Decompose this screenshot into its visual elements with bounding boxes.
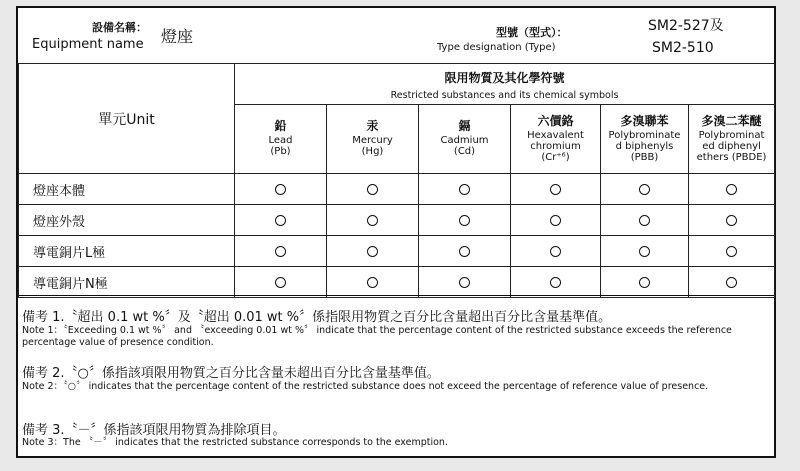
substance-zh: 鎘 [458, 119, 471, 133]
note-2-en: Note 2：〝○〞 indicates that the percentage content of the restricted substance does not exceed the percentage of reference value of presence. [22, 381, 709, 392]
compliant-circle-icon [726, 277, 737, 288]
compliance-cell [327, 205, 419, 236]
substance-en: d biphenyls [615, 140, 674, 152]
type-designation-label-en: Type designation (Type) [437, 42, 556, 53]
substance-zh: 多溴聯苯 [620, 113, 669, 128]
compliance-cell [689, 236, 775, 267]
compliance-cell [419, 267, 511, 298]
type-designation-label-zh: 型號（型式）： [496, 26, 568, 39]
compliance-cell [689, 174, 775, 205]
compliance-cell [511, 267, 601, 298]
compliant-circle-icon [367, 215, 378, 226]
compliant-circle-icon [726, 184, 737, 195]
compliant-circle-icon [639, 277, 650, 288]
part-name: 燈座本體 [19, 174, 235, 205]
compliant-circle-icon [459, 184, 470, 195]
compliant-circle-icon [367, 277, 378, 288]
table-row [19, 267, 775, 298]
compliance-cell [235, 205, 327, 236]
equipment-name-label-en: Equipment name [32, 37, 144, 52]
substance-en: Polybrominat [698, 129, 765, 141]
compliance-cell [327, 174, 419, 205]
table-row [19, 205, 775, 236]
substance-header [601, 105, 689, 174]
equipment-name-value: 燈座 [161, 27, 194, 46]
substance-en: ethers (PBDE) [696, 151, 767, 163]
header-section [18, 8, 774, 64]
note-3-zh: 備考 3.〝－〞係指該項限用物質為排除項目。 [22, 423, 286, 438]
compliant-circle-icon [275, 184, 286, 195]
compliance-cell [511, 205, 601, 236]
compliance-cell [419, 236, 511, 267]
compliant-circle-icon [550, 215, 561, 226]
compliance-cell [689, 267, 775, 298]
substance-header [511, 105, 601, 174]
compliant-circle-icon [550, 246, 561, 257]
note-1-zh: 備考 1.〝超出 0.1 wt %〞及〝超出 0.01 wt %〞係指限用物質之百分比含量超出百分比含量基準值。 [22, 310, 612, 325]
substance-en: (Hg) [361, 146, 384, 157]
note-1-en: Note 1：〝Exceeding 0.1 wt %〞 and 〝exceeding 0.01 wt %〞 indicate that the percentage content of the restricted substance exceeds the reference percentage value of presence condition. [22, 325, 732, 348]
substance-en: (Pb) [270, 146, 291, 157]
note-2-zh: 備考 2.〝○〞係指該項限用物質之百分比含量未超出百分比含量基準值。 [22, 366, 440, 381]
substance-zh: 六價鉻 [537, 113, 574, 128]
substance-en: Lead [268, 135, 293, 146]
substance-header [235, 105, 327, 174]
compliant-circle-icon [367, 246, 378, 257]
notes-section [18, 295, 774, 457]
compliance-cell [511, 236, 601, 267]
compliant-circle-icon [726, 215, 737, 226]
substance-en: (PBB) [630, 151, 659, 163]
substance-zh: 汞 [366, 119, 379, 133]
unit-column-header: 單元Unit [19, 64, 235, 174]
equipment-name-label-zh: 設備名稱： [92, 21, 147, 34]
part-name: 導電銅片L極 [19, 236, 235, 267]
compliant-circle-icon [275, 246, 286, 257]
compliance-cell [235, 174, 327, 205]
substance-zh: 鉛 [274, 119, 287, 133]
type-designation-value-1: SM2-527及 [648, 18, 724, 34]
compliant-circle-icon [367, 184, 378, 195]
restricted-substances-table [18, 63, 775, 298]
compliant-circle-icon [550, 184, 561, 195]
substance-header [419, 105, 511, 174]
type-designation-value-2: SM2-510 [652, 40, 714, 56]
compliance-cell [235, 267, 327, 298]
note-3-en: Note 3：The 〝－〞 indicates that the restricted substance corresponds to the exemption. [22, 437, 448, 448]
compliant-circle-icon [459, 277, 470, 288]
substance-en: ed diphenyl [702, 140, 761, 152]
substance-en: (Cr⁺⁶) [541, 151, 570, 163]
substance-header [327, 105, 419, 174]
substance-en: Polybrominate [608, 129, 681, 141]
compliant-circle-icon [459, 246, 470, 257]
part-name: 導電銅片N極 [19, 267, 235, 298]
compliance-cell [511, 174, 601, 205]
substance-zh: 多溴二苯醚 [701, 113, 762, 128]
table-row [19, 174, 775, 205]
compliant-circle-icon [639, 246, 650, 257]
part-name: 燈座外殼 [19, 205, 235, 236]
rohs-declaration-sheet [16, 6, 776, 458]
compliance-cell [601, 174, 689, 205]
table-row [19, 236, 775, 267]
substance-header [689, 105, 775, 174]
compliant-circle-icon [726, 246, 737, 257]
compliance-cell [419, 205, 511, 236]
compliant-circle-icon [275, 277, 286, 288]
compliant-circle-icon [459, 215, 470, 226]
restricted-header-zh: 限用物質及其化學符號 [444, 71, 565, 85]
restricted-substances-header [235, 64, 775, 105]
compliance-cell [689, 205, 775, 236]
compliant-circle-icon [550, 277, 561, 288]
compliant-circle-icon [275, 215, 286, 226]
compliance-cell [601, 205, 689, 236]
compliant-circle-icon [639, 215, 650, 226]
substance-en: Mercury [352, 135, 393, 146]
substance-en: chromium [530, 140, 581, 152]
substance-en: Hexavalent [527, 129, 584, 141]
substance-en: (Cd) [453, 146, 476, 157]
substance-en: Cadmium [440, 135, 489, 146]
compliance-cell [235, 236, 327, 267]
compliant-circle-icon [639, 184, 650, 195]
compliance-cell [419, 174, 511, 205]
compliance-cell [327, 267, 419, 298]
compliance-cell [601, 236, 689, 267]
compliance-cell [601, 267, 689, 298]
restricted-header-en: Restricted substances and its chemical symbols [390, 90, 619, 101]
compliance-cell [327, 236, 419, 267]
